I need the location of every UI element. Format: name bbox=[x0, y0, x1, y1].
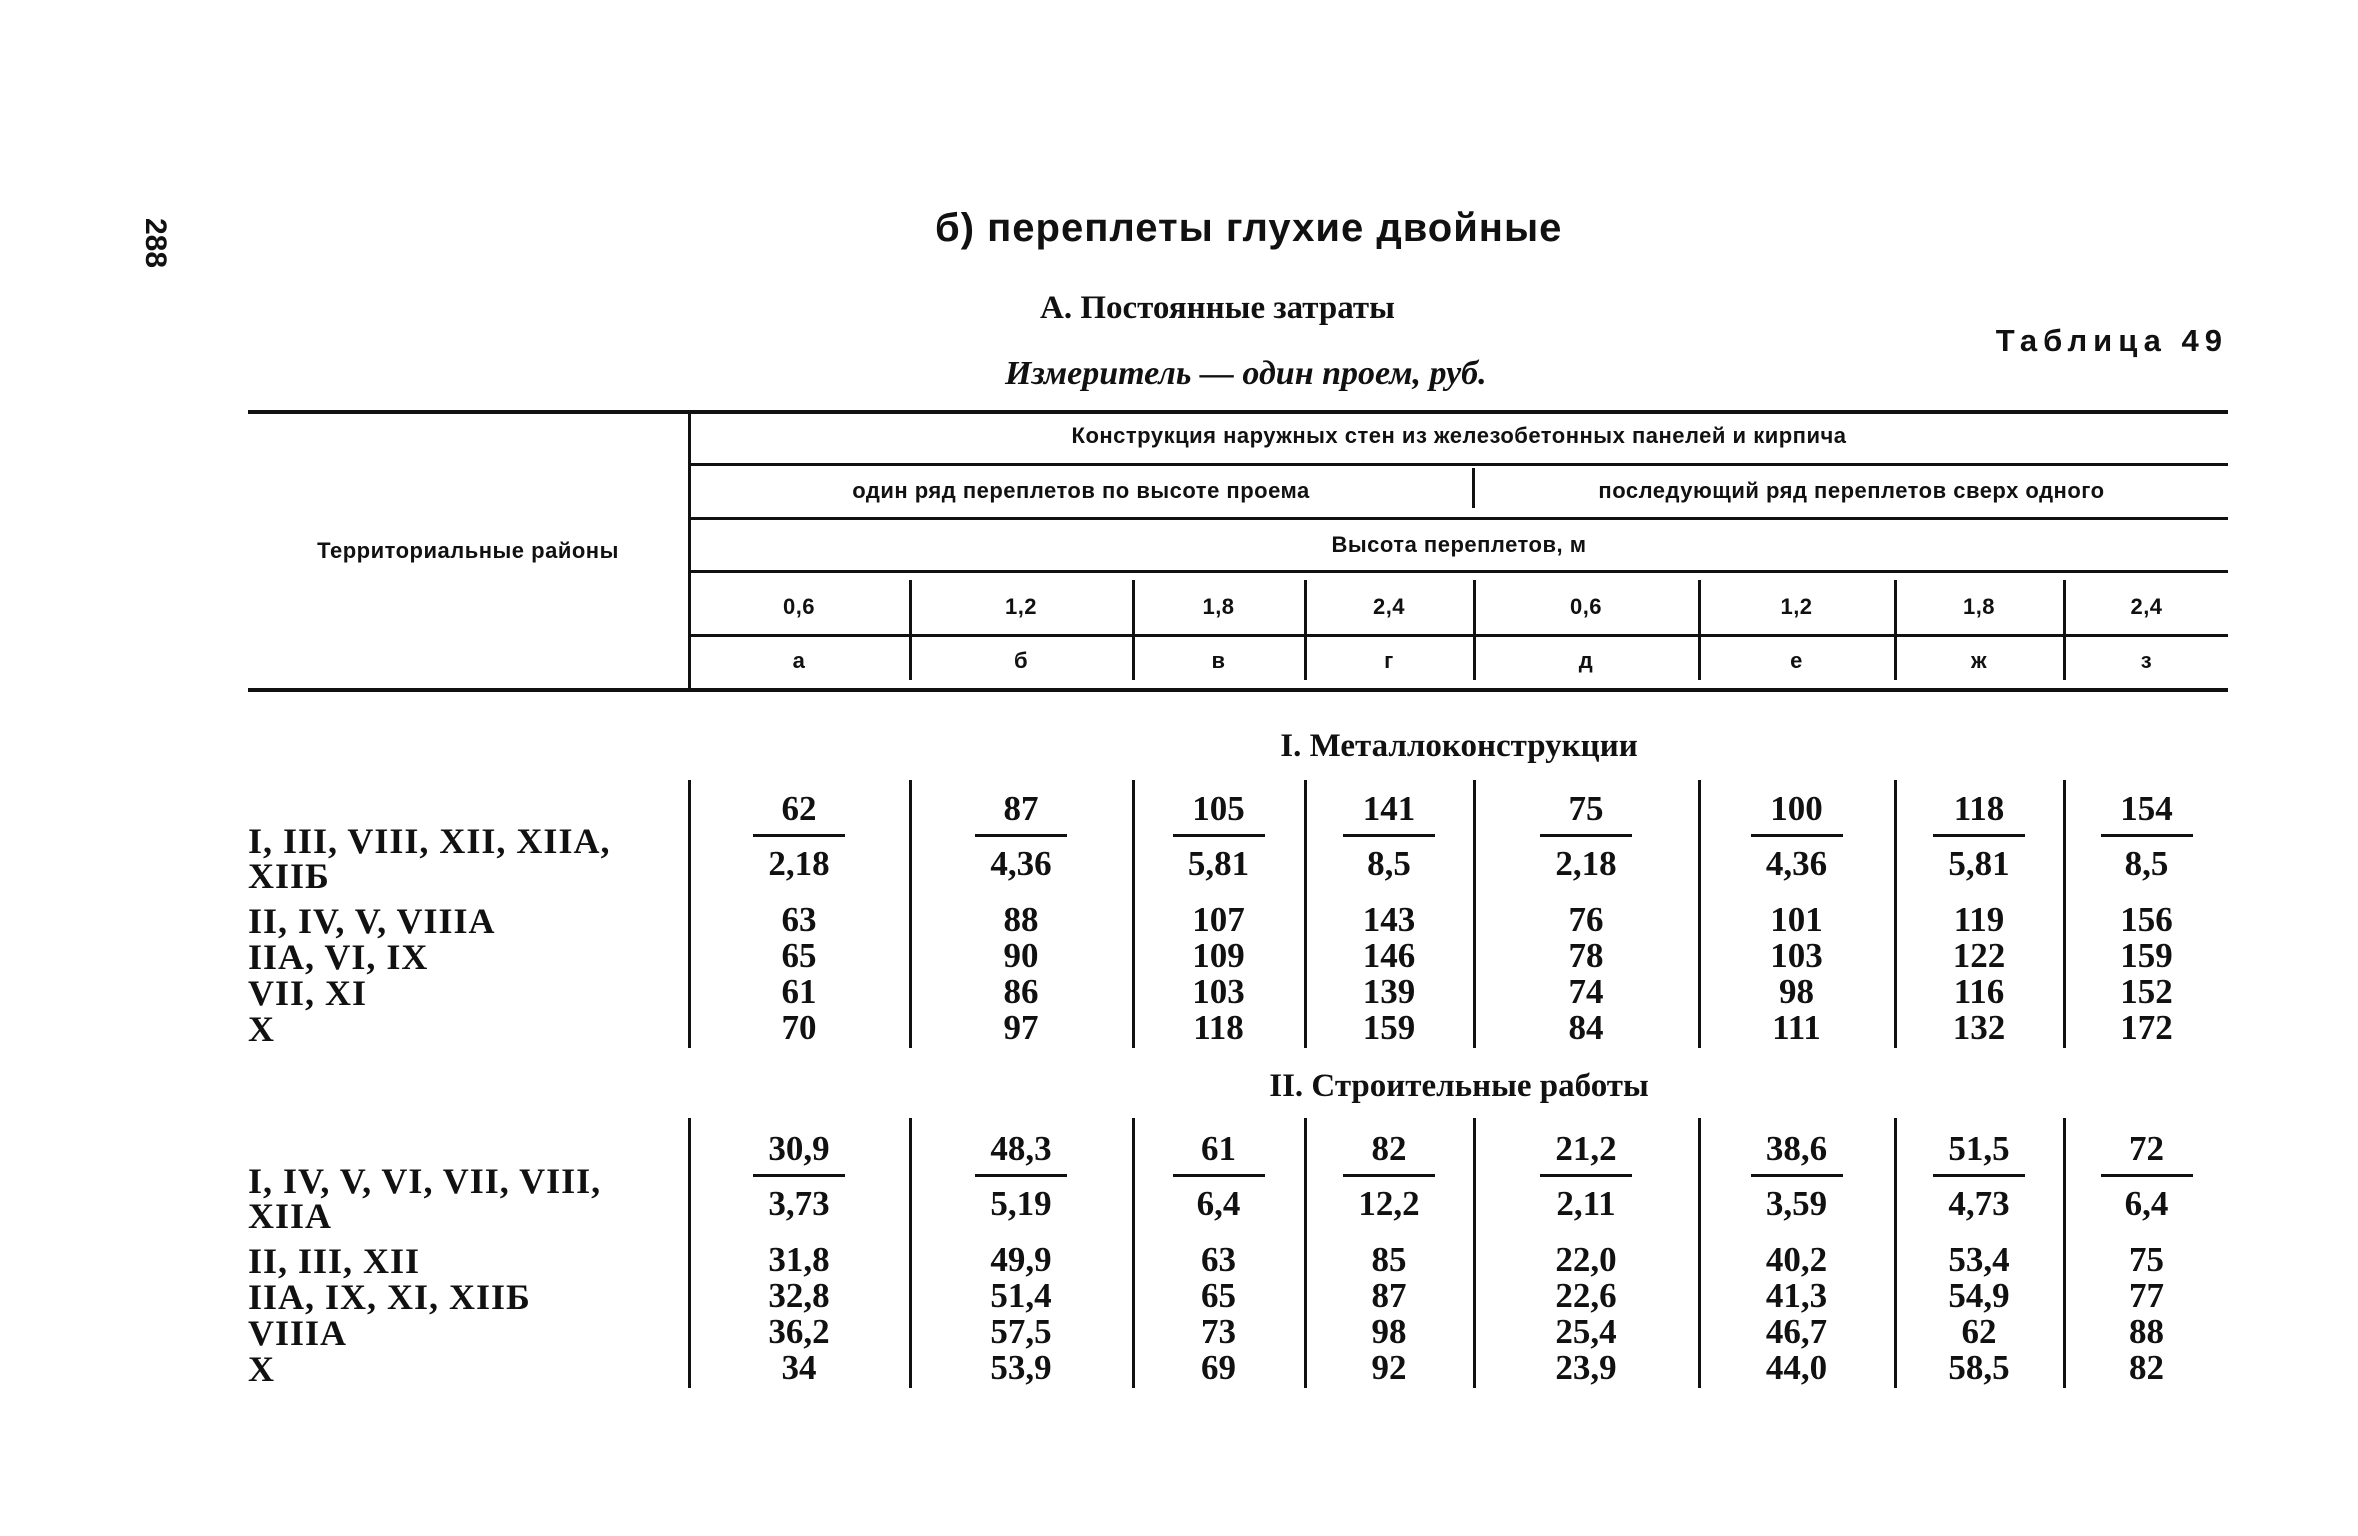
region-label: I, III, VIII, XII, XIIA, bbox=[248, 821, 611, 861]
fraction-numerator: 75 bbox=[1568, 789, 1604, 828]
table-cell: 73 bbox=[1201, 1312, 1236, 1351]
table-cell: 107 bbox=[1192, 900, 1245, 939]
table-cell: 25,4 bbox=[1555, 1312, 1617, 1351]
region-label: II, III, XII bbox=[248, 1241, 421, 1281]
table-cell: 85 bbox=[1371, 1240, 1407, 1279]
fraction-denominator: 2,18 bbox=[1555, 844, 1617, 883]
cost-fraction bbox=[1896, 1130, 2062, 1223]
fraction-bar bbox=[1540, 834, 1632, 837]
header-rule-heights bbox=[690, 634, 2228, 637]
table-cell: 49,9 bbox=[990, 1240, 1052, 1279]
header-rule-construction bbox=[690, 463, 2228, 466]
height-cell: 1,2 bbox=[1004, 594, 1038, 619]
table-cell: 63 bbox=[1201, 1240, 1236, 1279]
table-cell: 152 bbox=[2120, 972, 2173, 1011]
height-cell: 1,2 bbox=[1780, 594, 1813, 619]
table-cell: 146 bbox=[1362, 936, 1416, 975]
fraction-denominator: 3,59 bbox=[1765, 1184, 1828, 1223]
table-cell: 109 bbox=[1192, 936, 1245, 975]
cost-fraction bbox=[1700, 790, 1893, 883]
height-cell: 0,6 bbox=[1569, 594, 1603, 619]
subtitle: А. Постоянные затраты bbox=[1040, 290, 1395, 326]
fraction-numerator: 105 bbox=[1192, 789, 1245, 828]
table-cell: 75 bbox=[2129, 1240, 2164, 1279]
fraction-bar bbox=[1933, 834, 2025, 837]
table-cell: 76 bbox=[1568, 900, 1604, 939]
table-cell: 34 bbox=[781, 1348, 817, 1387]
table-cell: 122 bbox=[1952, 936, 2006, 975]
fraction-numerator: 118 bbox=[1953, 789, 2005, 828]
table-cell: 97 bbox=[1003, 1008, 1039, 1047]
table-cell: 53,4 bbox=[1948, 1240, 2010, 1279]
region-label: VIIIA bbox=[248, 1313, 348, 1353]
column-letter: а bbox=[792, 648, 806, 673]
height-cell: 1,8 bbox=[1202, 594, 1235, 619]
section-title: б) переплеты глухие двойные bbox=[935, 206, 1563, 250]
table-cell: 172 bbox=[2120, 1008, 2173, 1047]
table-cell: 132 bbox=[1952, 1008, 2006, 1047]
column-letter: з bbox=[2140, 648, 2153, 673]
cost-fraction bbox=[1475, 1130, 1697, 1223]
table-cell: 44,0 bbox=[1765, 1348, 1828, 1387]
region-label: II, IV, V, VIIIA bbox=[248, 901, 496, 941]
column-letter: д bbox=[1578, 648, 1594, 673]
cost-fraction bbox=[2065, 1130, 2228, 1223]
group-next-header: последующий ряд переплетов сверх одного bbox=[1598, 478, 2105, 503]
table-top-rule bbox=[248, 410, 2228, 414]
table-cell: 22,0 bbox=[1555, 1240, 1617, 1279]
fraction-numerator: 61 bbox=[1201, 1129, 1236, 1168]
table-cell: 32,8 bbox=[768, 1276, 830, 1315]
fraction-bar bbox=[1343, 834, 1435, 837]
table-cell: 63 bbox=[781, 900, 817, 939]
fraction-denominator: 4,36 bbox=[990, 844, 1052, 883]
table-cell: 98 bbox=[1371, 1312, 1407, 1351]
table-cell: 159 bbox=[1362, 1008, 1416, 1047]
table-cell: 159 bbox=[2120, 936, 2173, 975]
fraction-bar bbox=[753, 834, 845, 837]
header-rule-groups bbox=[690, 517, 2228, 520]
fraction-denominator: 6,4 bbox=[1196, 1184, 1241, 1223]
fraction-numerator: 51,5 bbox=[1948, 1129, 2010, 1168]
region-label: VII, XI bbox=[248, 973, 368, 1013]
fraction-bar bbox=[1173, 834, 1265, 837]
table-cell: 88 bbox=[2129, 1312, 2164, 1351]
cost-fraction bbox=[911, 790, 1131, 883]
fraction-numerator: 141 bbox=[1362, 789, 1416, 828]
table-cell: 36,2 bbox=[768, 1312, 830, 1351]
region-label: IIA, VI, IX bbox=[248, 937, 429, 977]
table-cell: 118 bbox=[1193, 1008, 1244, 1047]
height-cell: 1,8 bbox=[1962, 594, 1996, 619]
table-cell: 86 bbox=[1003, 972, 1039, 1011]
table-cell: 88 bbox=[1003, 900, 1039, 939]
header-rule-height bbox=[690, 570, 2228, 573]
height-cell: 0,6 bbox=[782, 594, 816, 619]
fraction-numerator: 87 bbox=[1003, 789, 1039, 828]
fraction-denominator: 12,2 bbox=[1358, 1184, 1420, 1223]
height-header: Высота переплетов, м bbox=[1331, 532, 1587, 557]
unit-note: Измеритель — один проем, руб. bbox=[1005, 355, 1487, 392]
table-cell: 31,8 bbox=[768, 1240, 830, 1279]
table-cell: 103 bbox=[1192, 972, 1245, 1011]
fraction-denominator: 3,73 bbox=[768, 1184, 830, 1223]
fraction-bar bbox=[753, 1174, 845, 1177]
fraction-bar bbox=[2101, 1174, 2193, 1177]
fraction-numerator: 82 bbox=[1371, 1129, 1407, 1168]
region-label-continued: XIIA bbox=[248, 1196, 333, 1236]
fraction-bar bbox=[1751, 834, 1843, 837]
fraction-numerator: 72 bbox=[2129, 1129, 2164, 1168]
cost-fraction bbox=[1134, 1130, 1303, 1223]
fraction-denominator: 5,81 bbox=[1187, 844, 1250, 883]
table-cell: 139 bbox=[1362, 972, 1416, 1011]
construction-header: Конструкция наружных стен из железобетонных панелей и кирпича bbox=[1071, 423, 1847, 448]
table-cell: 57,5 bbox=[990, 1312, 1052, 1351]
table-cell: 92 bbox=[1371, 1348, 1407, 1387]
fraction-bar bbox=[975, 1174, 1067, 1177]
table-cell: 119 bbox=[1953, 900, 2005, 939]
fraction-numerator: 154 bbox=[2120, 789, 2173, 828]
cost-fraction bbox=[1475, 790, 1697, 883]
table-cell: 54,9 bbox=[1948, 1276, 2010, 1315]
table-cell: 69 bbox=[1201, 1348, 1236, 1387]
table-header-bottom-rule bbox=[248, 688, 2228, 692]
table-cell: 61 bbox=[781, 972, 817, 1011]
column-letter: б bbox=[1013, 648, 1029, 673]
fraction-bar bbox=[1751, 1174, 1843, 1177]
column-letter: г bbox=[1384, 648, 1394, 673]
table-cell: 101 bbox=[1770, 900, 1823, 939]
table-cell: 103 bbox=[1770, 936, 1823, 975]
table-cell: 22,6 bbox=[1555, 1276, 1617, 1315]
fraction-numerator: 38,6 bbox=[1765, 1129, 1828, 1168]
height-cell: 2,4 bbox=[2130, 594, 2163, 619]
region-label: X bbox=[248, 1009, 275, 1049]
section-heading-metal: I. Металлоконструкции bbox=[1280, 728, 1638, 764]
fraction-denominator: 4,73 bbox=[1948, 1184, 2010, 1223]
cost-fraction bbox=[1134, 790, 1303, 883]
table-cell: 40,2 bbox=[1765, 1240, 1828, 1279]
fraction-bar bbox=[975, 834, 1067, 837]
table-cell: 82 bbox=[2129, 1348, 2164, 1387]
table-cell: 65 bbox=[781, 936, 817, 975]
region-label: I, IV, V, VI, VII, VIII, bbox=[248, 1161, 602, 1201]
cost-fraction bbox=[690, 1130, 908, 1223]
column-letter: е bbox=[1790, 648, 1803, 673]
group-one-header: один ряд переплетов по высоте проема bbox=[852, 478, 1310, 503]
section-heading-construction: II. Строительные работы bbox=[1269, 1068, 1649, 1104]
table-cell: 98 bbox=[1779, 972, 1814, 1011]
cost-fraction bbox=[1896, 790, 2062, 883]
fraction-denominator: 8,5 bbox=[1367, 844, 1411, 883]
fraction-denominator: 8,5 bbox=[2124, 844, 2169, 883]
table-cell: 23,9 bbox=[1555, 1348, 1617, 1387]
table-cell: 62 bbox=[1961, 1312, 1997, 1351]
fraction-denominator: 6,4 bbox=[2124, 1184, 2169, 1223]
region-label: X bbox=[248, 1349, 275, 1389]
table-cell: 143 bbox=[1362, 900, 1416, 939]
fraction-numerator: 100 bbox=[1770, 789, 1823, 828]
table-cell: 51,4 bbox=[990, 1276, 1052, 1315]
table-cell: 90 bbox=[1003, 936, 1039, 975]
fraction-bar bbox=[1173, 1174, 1265, 1177]
fraction-numerator: 30,9 bbox=[768, 1129, 830, 1168]
fraction-denominator: 5,81 bbox=[1948, 844, 2010, 883]
fraction-denominator: 2,11 bbox=[1556, 1184, 1616, 1223]
table-cell: 58,5 bbox=[1948, 1348, 2010, 1387]
fraction-denominator: 2,18 bbox=[768, 844, 830, 883]
cost-fraction bbox=[911, 1130, 1131, 1223]
table-cell: 41,3 bbox=[1765, 1276, 1828, 1315]
cost-fraction bbox=[1700, 1130, 1893, 1223]
fraction-bar bbox=[2101, 834, 2193, 837]
fraction-numerator: 48,3 bbox=[990, 1129, 1052, 1168]
region-label: IIA, IX, XI, XIIБ bbox=[248, 1277, 531, 1317]
table-cell: 116 bbox=[1953, 972, 2005, 1011]
table-cell: 46,7 bbox=[1765, 1312, 1828, 1351]
table-cell: 77 bbox=[2129, 1276, 2164, 1315]
table-cell: 156 bbox=[2120, 900, 2173, 939]
table-cell: 78 bbox=[1568, 936, 1604, 975]
cost-fraction bbox=[690, 790, 908, 883]
table-cell: 70 bbox=[781, 1008, 817, 1047]
region-label-continued: XIIБ bbox=[248, 856, 330, 896]
column-letter: ж bbox=[1970, 648, 1988, 673]
table-cell: 87 bbox=[1371, 1276, 1407, 1315]
table-number: Таблица 49 bbox=[1995, 323, 2228, 358]
fraction-denominator: 4,36 bbox=[1765, 844, 1828, 883]
fraction-bar bbox=[1343, 1174, 1435, 1177]
cost-fraction bbox=[2065, 790, 2228, 883]
table-cell: 111 bbox=[1772, 1008, 1821, 1047]
fraction-numerator: 21,2 bbox=[1555, 1129, 1617, 1168]
column-letter: в bbox=[1211, 648, 1226, 673]
table-cell: 65 bbox=[1201, 1276, 1236, 1315]
fraction-denominator: 5,19 bbox=[990, 1184, 1052, 1223]
height-cell: 2,4 bbox=[1372, 594, 1406, 619]
table-cell: 74 bbox=[1568, 972, 1604, 1011]
page-number: 288 bbox=[139, 218, 172, 269]
fraction-numerator: 62 bbox=[781, 789, 817, 828]
table-cell: 53,9 bbox=[990, 1348, 1052, 1387]
table-cell: 84 bbox=[1568, 1008, 1604, 1047]
row-header: Территориальные районы bbox=[317, 538, 619, 563]
cost-fraction bbox=[1306, 790, 1472, 883]
cost-fraction bbox=[1306, 1130, 1472, 1223]
fraction-bar bbox=[1933, 1174, 2025, 1177]
fraction-bar bbox=[1540, 1174, 1632, 1177]
